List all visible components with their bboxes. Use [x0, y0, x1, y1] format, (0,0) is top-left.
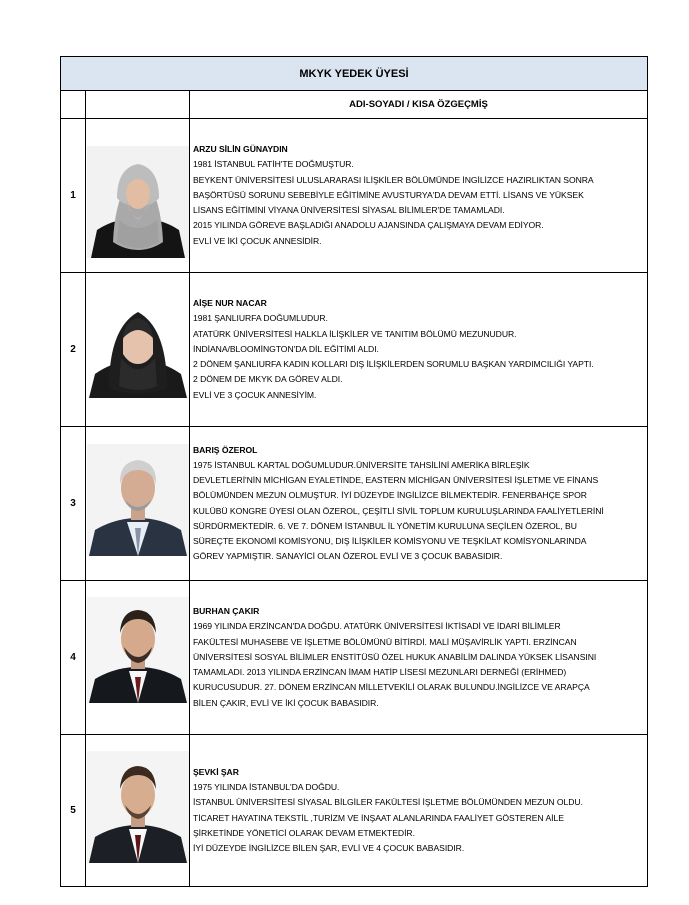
member-number: 3 — [61, 427, 86, 580]
member-photo — [87, 751, 189, 863]
header-photo-cell — [86, 91, 190, 118]
bio-line: LİSANS EĞİTİMİNİ VİYANA ÜNİVERSİTESİ SİYASAL BİLİMLER'DE TAMAMLADI. — [193, 205, 505, 216]
bio-line: 2015 YILINDA GÖREVE BAŞLADIĞI ANADOLU AJANSINDA ÇALIŞMAYA DEVAM EDİYOR. — [193, 220, 544, 231]
bio-line: TAMAMLADI. 2013 YILINDA ERZİNCAN İMAM HATİP LİSESİ MEZUNLARI DERNEĞİ (ERİHMED) — [193, 667, 567, 678]
member-name: ARZU SİLİN GÜNAYDIN — [193, 144, 288, 155]
member-name: BARIŞ ÖZEROL — [193, 444, 258, 455]
bio-line: 1975 YILINDA İSTANBUL'DA DOĞDU. — [193, 782, 340, 793]
bio-line: İNDİANA/BLOOMİNGTON'DA DİL EĞİTİMİ ALDI. — [193, 343, 379, 354]
member-bio — [193, 427, 645, 580]
bio-line: BEYKENT ÜNİVERSİTESİ ULUSLARARASI İLİŞKİLER BÖLÜMÜNDE İNGİLİZCE HAZIRLIKTAN SONRA — [193, 174, 594, 185]
member-bio — [193, 581, 645, 734]
member-bio — [193, 735, 645, 886]
member-number: 1 — [61, 119, 86, 272]
member-row-4 — [61, 581, 647, 735]
bio-line: ŞİRKETİNDE YÖNETİCİ OLARAK DEVAM ETMEKTEDİR. — [193, 827, 415, 838]
member-photo — [87, 444, 189, 556]
bio-line: İYİ DÜZEYDE İNGİLİZCE BİLEN ŞAR, EVLİ VE 4 ÇOCUK BABASIDIR. — [193, 842, 465, 853]
member-number: 5 — [61, 735, 86, 886]
member-name: BURHAN ÇAKIR — [193, 606, 260, 617]
table-header-row — [61, 91, 647, 119]
photo-cell — [86, 427, 190, 580]
bio-line: BİLEN ÇAKIR, EVLİ VE İKİ ÇOCUK BABASIDIR. — [193, 697, 379, 708]
bio-line: TİCARET HAYATINA TEKSTİL ,TURİZM VE İNŞAAT ALANLARINDA FAALİYET GÖSTEREN AİLE — [193, 812, 564, 823]
member-name: ŞEVKİ ŞAR — [193, 766, 239, 777]
bio-line: EVLİ VE İKİ ÇOCUK ANNESİDİR. — [193, 235, 322, 246]
member-bio — [193, 273, 645, 426]
table-title: MKYK YEDEK ÜYESİ — [61, 57, 647, 91]
member-name: AİŞE NUR NACAR — [193, 298, 267, 309]
member-photo — [87, 146, 189, 258]
photo-cell — [86, 735, 190, 886]
member-row-1 — [61, 119, 647, 273]
member-bio — [193, 119, 645, 272]
member-photo — [87, 597, 189, 703]
bio-line: DEVLETLERİ'NİN MİCHİGAN EYALETİNDE, EASTERN MİCHİGAN ÜNİVERSİTESİ İŞLETME VE FİNANS — [193, 475, 599, 486]
bio-line: 1981 İSTANBUL FATİH'TE DOĞMUŞTUR. — [193, 159, 354, 170]
member-number: 4 — [61, 581, 86, 734]
bio-line: ÜNİVERSİTESİ SOSYAL BİLİMLER ENSTİTÜSÜ ÖZEL HUKUK ANABİLİM DALINDA YÜKSEK LİSANSINI — [193, 651, 597, 662]
bio-line: 1975 İSTANBUL KARTAL DOĞUMLUDUR.ÜNİVERSİTE TAHSİLİNİ AMERİKA BİRLEŞİK — [193, 459, 530, 470]
photo-cell — [86, 581, 190, 734]
member-table — [60, 56, 648, 887]
column-header: ADI-SOYADI / KISA ÖZGEÇMİŞ — [349, 99, 488, 110]
bio-line: SÜRDÜRMEKTEDİR. 6. VE 7. DÖNEM İSTANBUL İL YÖNETİM KURULUNA SEÇİLEN ÖZEROL, BU — [193, 520, 577, 531]
header-number-cell — [61, 91, 86, 118]
bio-line: EVLİ VE 3 ÇOCUK ANNESİYİM. — [193, 389, 317, 400]
bio-line: SÜREÇTE EKONOMİ KOMİSYONU, DIŞ İLİŞKİLER KOMİSYONU VE TEŞKİLAT KOMİSYONLARINDA — [193, 535, 587, 546]
bio-line: BAŞÖRTÜSÜ SORUNU SEBEBİYLE EĞİTİMİNE AVUSTURYA'DA DEVAM ETTİ. LİSANS VE YÜKSEK — [193, 189, 584, 200]
bio-line: KURUCUSUDUR. 27. DÖNEM ERZİNCAN MİLLETVEKİLİ OLARAK BULUNDU.İNGİLİZCE VE ARAPÇA — [193, 682, 590, 693]
member-row-5 — [61, 735, 647, 886]
bio-line: BÖLÜMÜNDEN MEZUN OLMUŞTUR. İYİ DÜZEYDE İNGİLİZCE BİLMEKTEDİR. FENERBAHÇE SPOR — [193, 490, 587, 501]
photo-cell — [86, 273, 190, 426]
member-number: 2 — [61, 273, 86, 426]
bio-line: 1969 YILINDA ERZİNCAN'DA DOĞDU. ATATÜRK ÜNİVERSİTESİ İKTİSADİ VE İDARİ BİLİMLER — [193, 621, 561, 632]
bio-line: 2 DÖNEM ŞANLIURFA KADIN KOLLARI DIŞ İLİŞKİLERDEN SORUMLU BAŞKAN YARDIMCILIĞI YAPTI. — [193, 359, 594, 370]
bio-line: KULÜBÜ KONGRE ÜYESİ OLAN ÖZEROL, ÇEŞİTLİ SİVİL TOPLUM KURULUŞLARINDA FAALİYETLERİNİ — [193, 505, 604, 516]
bio-line: İSTANBUL ÜNİVERSİTESİ SİYASAL BİLGİLER FAKÜLTESİ İŞLETME BÖLÜMÜNDEN MEZUN OLDU. — [193, 797, 583, 808]
bio-line: 2 DÖNEM DE MKYK DA GÖREV ALDI. — [193, 374, 343, 385]
bio-line: ATATÜRK ÜNİVERSİTESİ HALKLA İLİŞKİLER VE TANITIM BÖLÜMÜ MEZUNUDUR. — [193, 328, 517, 339]
bio-line: FAKÜLTESİ MUHASEBE VE İŞLETME BÖLÜMÜNÜ BİTİRDİ. MALİ MÜŞAVİRLİK YAPTI. ERZİNCAN — [193, 636, 577, 647]
member-row-3 — [61, 427, 647, 581]
bio-line: GÖREV YAPMIŞTIR. SANAYİCİ OLAN ÖZEROL EVLİ VE 3 ÇOCUK BABASIDIR. — [193, 551, 503, 562]
member-photo — [87, 298, 189, 398]
photo-cell — [86, 119, 190, 272]
bio-line: 1981 ŞANLIURFA DOĞUMLUDUR. — [193, 313, 328, 324]
member-row-2 — [61, 273, 647, 427]
